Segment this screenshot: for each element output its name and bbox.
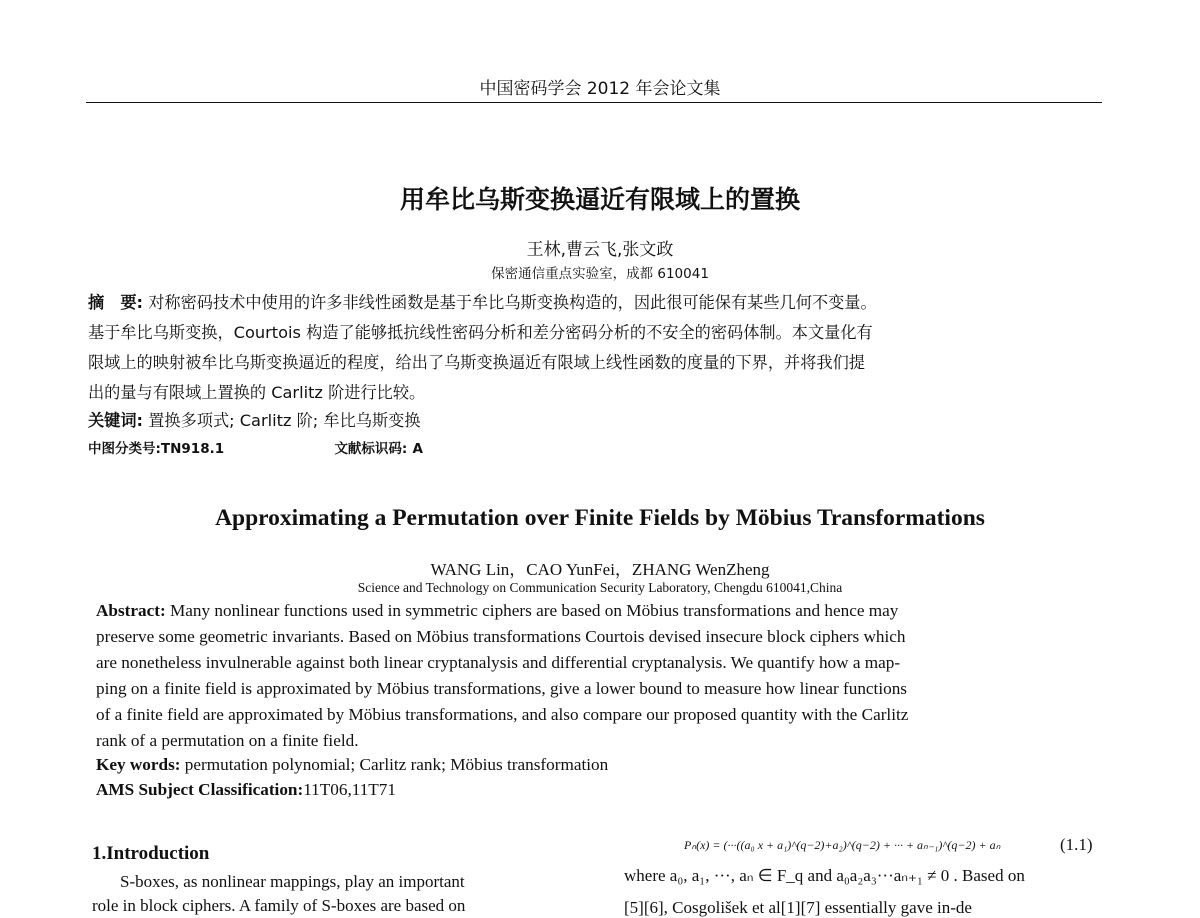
chinese-title: 用牟比乌斯变换逼近有限域上的置换	[399, 185, 800, 214]
doc-code-label: 文献标识码:	[334, 441, 408, 457]
english-abstract-line-5: of a finite field are approximated by Möbius transformations, and also compare our proposed quantity with the Carlitz	[96, 705, 909, 724]
introduction-heading: 1.Introduction	[92, 843, 210, 864]
english-affiliation: Science and Technology on Communication Security Laboratory, Chengdu 610041,China	[357, 580, 843, 595]
ams-label: AMS Subject Classification:	[96, 780, 304, 799]
english-abstract-line-2: preserve some geometric invariants. Based on Möbius transformations Courtois devised insecure block ciphers which	[96, 627, 906, 646]
equation-number: (1.1)	[1060, 835, 1093, 854]
clc-value: TN918.1	[160, 441, 225, 457]
english-abstract-line-6: rank of a permutation on a finite field.	[96, 731, 359, 750]
english-abstract-line-4: ping on a finite field is approximated by Möbius transformations, give a lower bound to measure how linear functions	[96, 679, 907, 698]
english-authors: WANG Lin，CAO YunFei，ZHANG WenZheng	[430, 560, 770, 579]
english-title: Approximating a Permutation over Finite Fields by Möbius Transformations	[215, 505, 985, 531]
ams-value: 11T06,11T71	[303, 780, 396, 799]
chinese-affiliation: 保密通信重点实验室，成都 610041	[491, 266, 709, 282]
chinese-abstract-line-3: 限域上的映射被牟比乌斯变换逼近的程度，给出了乌斯变换逼近有限域上线性函数的度量的下界，并将我们提	[88, 353, 865, 372]
english-abstract-line-3: are nonetheless invulnerable against both linear cryptanalysis and differential cryptanalysis. We quantify how a map-	[96, 653, 901, 672]
chinese-authors: 王林,曹云飞,张文政	[526, 240, 674, 260]
chinese-abstract-line-1: 摘 要: 对称密码技术中使用的许多非线性函数是基于牟比乌斯变换构造的，因此很可能保有某些几何不变量。	[88, 293, 877, 312]
running-header: 中国密码学会 2012 年会论文集	[479, 79, 721, 99]
chinese-abstract-label: 摘 要:	[88, 293, 144, 312]
ams-classification	[96, 780, 396, 800]
equation-1-1: Pₙ(x) = (···((a₀ x + a₁)^(q−2)+a₂)^(q−2) + ··· + aₙ₋₁)^(q−2) + aₙ	[684, 838, 1001, 852]
chinese-keywords: 关键词: 置换多项式; Carlitz 阶; 牟比乌斯变换	[88, 411, 421, 430]
chinese-classification	[88, 437, 1118, 457]
where-line: where a₀, a₁, ···, aₙ ∈ F_q and a₀a₂a₃···aₙ₊₁ ≠ 0 . Based on	[624, 866, 1025, 885]
chinese-keywords-label: 关键词:	[88, 411, 144, 430]
header-rule	[86, 102, 1102, 103]
english-abstract-line-1: Abstract: Many nonlinear functions used in symmetric ciphers are based on Möbius transformations and hence may	[96, 601, 899, 620]
intro-line-1: S-boxes, as nonlinear mappings, play an important	[120, 872, 465, 891]
intro-line-2: role in block ciphers. A family of S-boxes are based on	[92, 896, 466, 915]
english-abstract-label: Abstract:	[96, 601, 166, 620]
chinese-abstract-line-4: 出的量与有限域上置换的 Carlitz 阶进行比较。	[88, 383, 426, 402]
cut-off-line: [5][6], Cosgolišek et al[1][7] essentially gave in-de	[624, 898, 972, 917]
chinese-abstract-line-2: 基于牟比乌斯变换，Courtois 构造了能够抵抗线性密码分析和差分密码分析的不安全的密码体制。本文量化有	[88, 323, 873, 342]
english-keywords: Key words: permutation polynomial; Carlitz rank; Möbius transformation	[96, 755, 609, 774]
english-keywords-label: Key words:	[96, 755, 181, 774]
clc-label: 中图分类号:	[88, 441, 161, 457]
doc-code-value: A	[412, 441, 423, 457]
